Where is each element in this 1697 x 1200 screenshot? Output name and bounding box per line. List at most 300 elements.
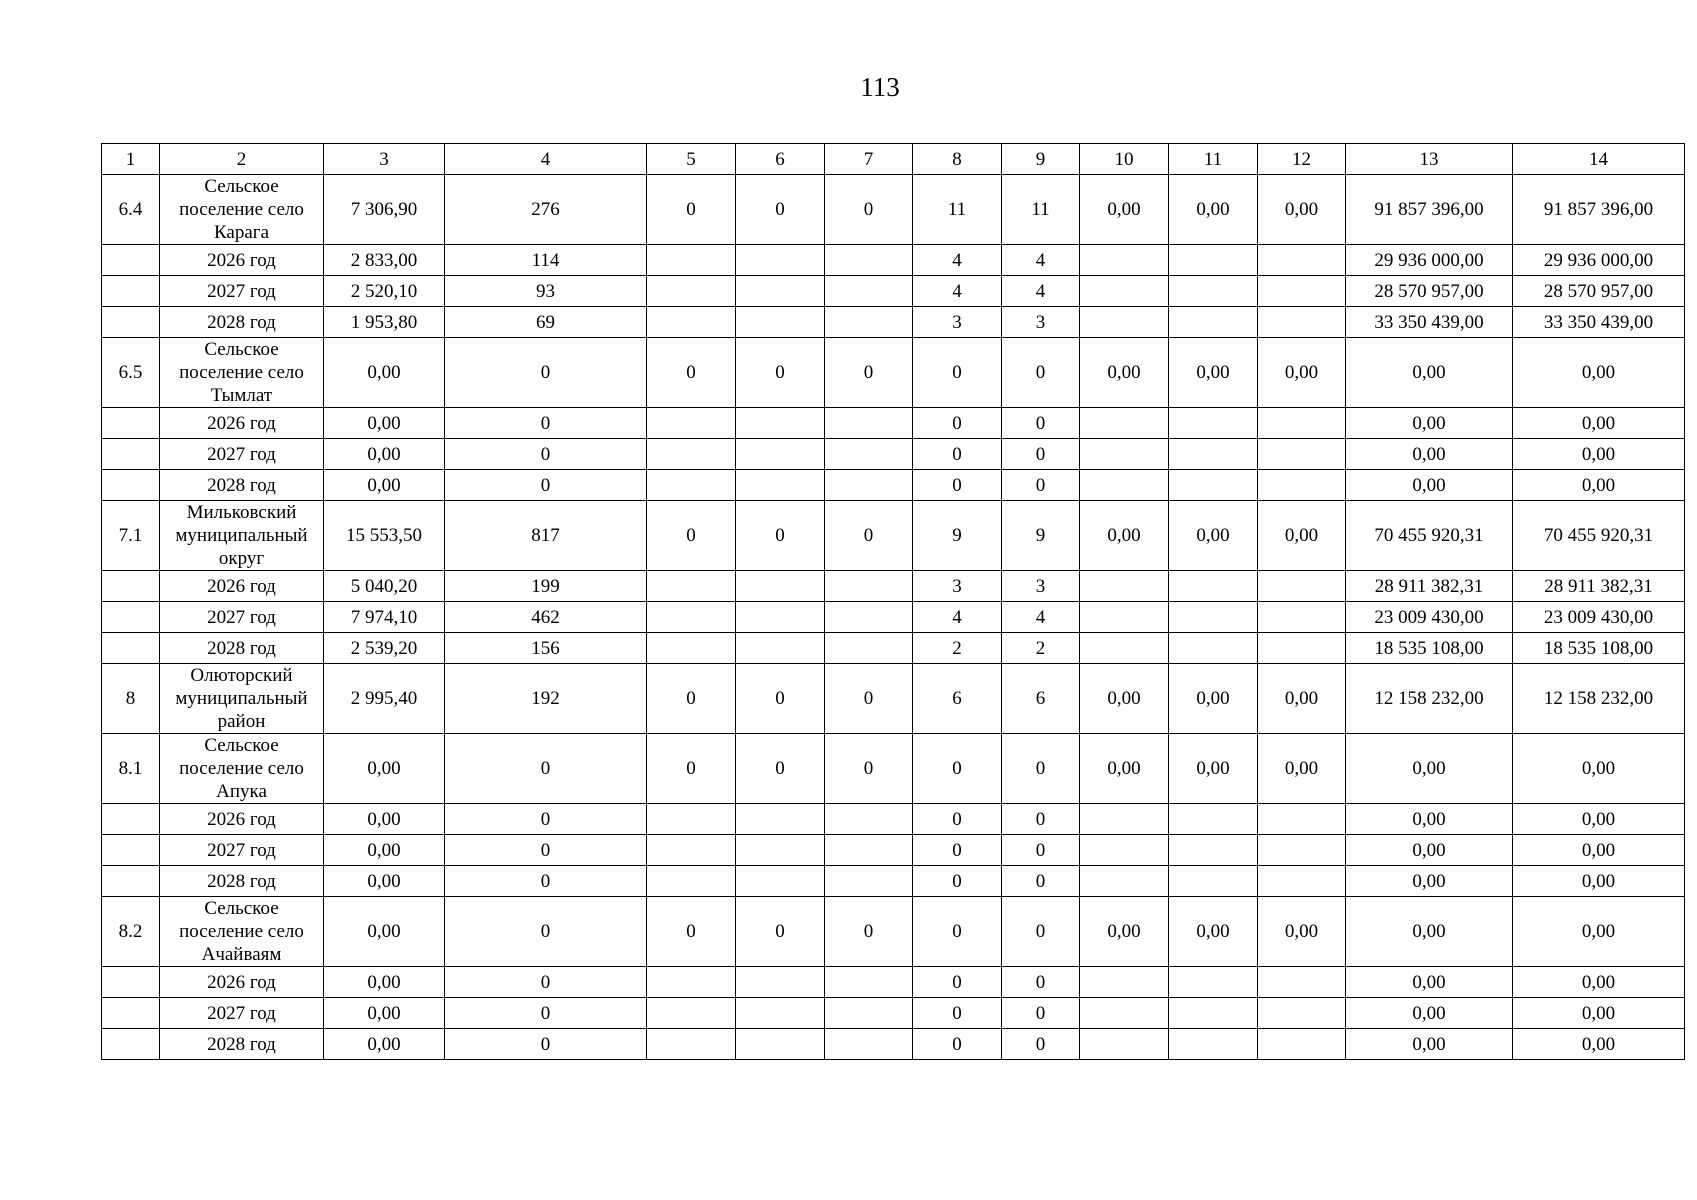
value-cell xyxy=(736,998,825,1029)
value-cell xyxy=(825,804,913,835)
value-cell: 4 xyxy=(1002,602,1080,633)
row-number-cell xyxy=(102,276,160,307)
value-cell: 2 539,20 xyxy=(324,633,445,664)
value-cell: 0 xyxy=(445,338,647,408)
table-row-group xyxy=(102,897,1685,967)
value-cell: 0,00 xyxy=(1169,664,1258,734)
value-cell: 817 xyxy=(445,501,647,571)
value-cell: 0,00 xyxy=(1346,866,1513,897)
value-cell xyxy=(825,866,913,897)
value-cell: 0 xyxy=(647,734,736,804)
value-cell: 4 xyxy=(913,276,1002,307)
row-number-cell xyxy=(102,245,160,276)
row-name-cell: 2026 год xyxy=(160,804,324,835)
value-cell: 2 833,00 xyxy=(324,245,445,276)
row-number-cell xyxy=(102,408,160,439)
value-cell: 0 xyxy=(1002,338,1080,408)
table-row-year xyxy=(102,967,1685,998)
value-cell xyxy=(825,633,913,664)
value-cell: 0 xyxy=(445,866,647,897)
value-cell: 0,00 xyxy=(324,338,445,408)
value-cell xyxy=(825,1029,913,1060)
value-cell: 0 xyxy=(913,835,1002,866)
value-cell xyxy=(647,835,736,866)
page-number: 113 xyxy=(860,72,900,102)
value-cell: 0 xyxy=(445,804,647,835)
value-cell: 0,00 xyxy=(1346,804,1513,835)
value-cell xyxy=(1080,804,1169,835)
value-cell: 12 158 232,00 xyxy=(1513,664,1685,734)
value-cell xyxy=(736,804,825,835)
value-cell: 7 974,10 xyxy=(324,602,445,633)
value-cell: 0 xyxy=(913,967,1002,998)
value-cell xyxy=(1080,967,1169,998)
value-cell xyxy=(647,866,736,897)
value-cell: 4 xyxy=(1002,245,1080,276)
row-name-cell: 2027 год xyxy=(160,602,324,633)
value-cell: 0 xyxy=(445,734,647,804)
value-cell: 0,00 xyxy=(1258,338,1346,408)
value-cell: 3 xyxy=(1002,307,1080,338)
value-cell: 0 xyxy=(825,501,913,571)
table-row-year xyxy=(102,408,1685,439)
table-row-year xyxy=(102,439,1685,470)
value-cell: 0 xyxy=(913,998,1002,1029)
value-cell: 6 xyxy=(913,664,1002,734)
value-cell: 2 xyxy=(1002,633,1080,664)
value-cell: 0,00 xyxy=(324,439,445,470)
row-name-cell: 2027 год xyxy=(160,998,324,1029)
value-cell xyxy=(647,307,736,338)
value-cell xyxy=(1258,835,1346,866)
value-cell xyxy=(736,1029,825,1060)
value-cell: 0,00 xyxy=(1169,175,1258,245)
value-cell xyxy=(1080,276,1169,307)
value-cell: 0 xyxy=(445,439,647,470)
row-number-cell xyxy=(102,967,160,998)
value-cell: 0,00 xyxy=(1169,897,1258,967)
value-cell: 4 xyxy=(913,602,1002,633)
value-cell: 0,00 xyxy=(324,967,445,998)
value-cell xyxy=(1258,804,1346,835)
value-cell: 0,00 xyxy=(1258,175,1346,245)
value-cell: 0,00 xyxy=(1513,804,1685,835)
value-cell xyxy=(1169,307,1258,338)
row-number-cell xyxy=(102,307,160,338)
row-name-cell: 2026 год xyxy=(160,967,324,998)
value-cell: 0,00 xyxy=(1346,835,1513,866)
value-cell xyxy=(825,835,913,866)
value-cell: 0,00 xyxy=(1169,338,1258,408)
value-cell: 0,00 xyxy=(1346,967,1513,998)
table-row-year xyxy=(102,602,1685,633)
row-name-cell: 2028 год xyxy=(160,470,324,501)
value-cell: 70 455 920,31 xyxy=(1513,501,1685,571)
value-cell: 29 936 000,00 xyxy=(1513,245,1685,276)
value-cell: 0,00 xyxy=(1080,501,1169,571)
value-cell xyxy=(825,439,913,470)
value-cell: 0 xyxy=(736,338,825,408)
value-cell: 0 xyxy=(1002,408,1080,439)
table-row-year xyxy=(102,571,1685,602)
value-cell xyxy=(736,439,825,470)
value-cell: 0 xyxy=(1002,897,1080,967)
value-cell: 0 xyxy=(1002,835,1080,866)
value-cell xyxy=(825,276,913,307)
value-cell xyxy=(1258,470,1346,501)
value-cell xyxy=(1169,835,1258,866)
value-cell: 0 xyxy=(1002,470,1080,501)
value-cell xyxy=(1169,439,1258,470)
value-cell: 0,00 xyxy=(324,408,445,439)
value-cell: 0,00 xyxy=(1513,338,1685,408)
value-cell: 199 xyxy=(445,571,647,602)
table-row-year xyxy=(102,307,1685,338)
value-cell: 0 xyxy=(647,664,736,734)
value-cell: 0 xyxy=(445,998,647,1029)
value-cell: 0 xyxy=(445,967,647,998)
value-cell: 0 xyxy=(445,470,647,501)
value-cell: 462 xyxy=(445,602,647,633)
value-cell: 0,00 xyxy=(1258,664,1346,734)
row-number-cell xyxy=(102,602,160,633)
row-number-cell xyxy=(102,439,160,470)
table-row-group xyxy=(102,664,1685,734)
value-cell: 18 535 108,00 xyxy=(1513,633,1685,664)
row-number-cell: 8 xyxy=(102,664,160,734)
value-cell: 0 xyxy=(913,439,1002,470)
data-table xyxy=(101,143,1685,1060)
value-cell: 0,00 xyxy=(1080,175,1169,245)
row-name-cell: Сельское поселение село Апука xyxy=(160,734,324,804)
value-cell xyxy=(1258,307,1346,338)
value-cell xyxy=(647,408,736,439)
value-cell xyxy=(736,408,825,439)
value-cell xyxy=(647,967,736,998)
value-cell xyxy=(1080,245,1169,276)
value-cell xyxy=(1258,571,1346,602)
table-row-group xyxy=(102,175,1685,245)
value-cell xyxy=(736,276,825,307)
row-name-cell: 2028 год xyxy=(160,307,324,338)
value-cell: 0,00 xyxy=(1080,734,1169,804)
value-cell: 0 xyxy=(647,897,736,967)
value-cell xyxy=(647,571,736,602)
value-cell: 0 xyxy=(913,734,1002,804)
column-number-header: 5 xyxy=(647,144,736,175)
value-cell xyxy=(1080,1029,1169,1060)
table-row-year xyxy=(102,633,1685,664)
value-cell xyxy=(1080,571,1169,602)
value-cell xyxy=(825,571,913,602)
column-number-header: 10 xyxy=(1080,144,1169,175)
value-cell: 28 911 382,31 xyxy=(1513,571,1685,602)
row-number-cell: 7.1 xyxy=(102,501,160,571)
value-cell xyxy=(1169,276,1258,307)
row-name-cell: 2026 год xyxy=(160,245,324,276)
column-number-header: 2 xyxy=(160,144,324,175)
value-cell xyxy=(1169,967,1258,998)
value-cell: 0,00 xyxy=(1513,734,1685,804)
value-cell: 0 xyxy=(736,664,825,734)
row-name-cell: Олюторский муниципальный район xyxy=(160,664,324,734)
value-cell: 0,00 xyxy=(1346,1029,1513,1060)
row-name-cell: 2027 год xyxy=(160,276,324,307)
value-cell xyxy=(647,439,736,470)
value-cell: 33 350 439,00 xyxy=(1513,307,1685,338)
value-cell xyxy=(736,835,825,866)
value-cell: 0,00 xyxy=(1169,734,1258,804)
value-cell xyxy=(1169,804,1258,835)
value-cell: 28 570 957,00 xyxy=(1346,276,1513,307)
value-cell: 0,00 xyxy=(1513,439,1685,470)
value-cell: 0,00 xyxy=(1258,501,1346,571)
value-cell: 0 xyxy=(647,175,736,245)
value-cell: 23 009 430,00 xyxy=(1346,602,1513,633)
value-cell: 0 xyxy=(913,408,1002,439)
row-name-cell: 2027 год xyxy=(160,835,324,866)
value-cell: 0,00 xyxy=(324,734,445,804)
value-cell: 0,00 xyxy=(1513,866,1685,897)
row-name-cell: 2028 год xyxy=(160,633,324,664)
value-cell: 0,00 xyxy=(1080,338,1169,408)
table-row-year xyxy=(102,245,1685,276)
value-cell: 0 xyxy=(825,734,913,804)
value-cell: 0 xyxy=(445,408,647,439)
value-cell: 0,00 xyxy=(324,470,445,501)
value-cell: 91 857 396,00 xyxy=(1513,175,1685,245)
value-cell: 0 xyxy=(913,804,1002,835)
value-cell: 0 xyxy=(1002,734,1080,804)
table-body xyxy=(102,175,1685,1060)
value-cell: 0 xyxy=(913,338,1002,408)
value-cell xyxy=(1258,439,1346,470)
value-cell: 0,00 xyxy=(1346,408,1513,439)
value-cell xyxy=(1258,408,1346,439)
value-cell xyxy=(1169,998,1258,1029)
row-number-cell: 8.2 xyxy=(102,897,160,967)
value-cell: 9 xyxy=(913,501,1002,571)
row-name-cell: Сельское поселение село Тымлат xyxy=(160,338,324,408)
value-cell xyxy=(825,307,913,338)
value-cell: 5 040,20 xyxy=(324,571,445,602)
value-cell: 0 xyxy=(1002,998,1080,1029)
value-cell: 2 xyxy=(913,633,1002,664)
value-cell xyxy=(1080,307,1169,338)
value-cell: 15 553,50 xyxy=(324,501,445,571)
row-number-cell xyxy=(102,571,160,602)
value-cell: 9 xyxy=(1002,501,1080,571)
value-cell: 0 xyxy=(825,338,913,408)
value-cell: 276 xyxy=(445,175,647,245)
value-cell xyxy=(1080,439,1169,470)
value-cell xyxy=(1258,866,1346,897)
column-number-header: 6 xyxy=(736,144,825,175)
value-cell xyxy=(1169,470,1258,501)
value-cell: 0,00 xyxy=(324,897,445,967)
table-row-group xyxy=(102,338,1685,408)
column-number-header: 14 xyxy=(1513,144,1685,175)
value-cell xyxy=(1258,245,1346,276)
value-cell: 0 xyxy=(736,734,825,804)
table-row-year xyxy=(102,998,1685,1029)
value-cell xyxy=(825,408,913,439)
value-cell xyxy=(647,470,736,501)
value-cell: 91 857 396,00 xyxy=(1346,175,1513,245)
value-cell: 3 xyxy=(913,571,1002,602)
value-cell xyxy=(647,998,736,1029)
value-cell xyxy=(736,245,825,276)
value-cell: 0,00 xyxy=(1513,408,1685,439)
value-cell xyxy=(825,998,913,1029)
value-cell: 0,00 xyxy=(1080,664,1169,734)
value-cell xyxy=(736,967,825,998)
value-cell: 29 936 000,00 xyxy=(1346,245,1513,276)
value-cell xyxy=(1258,633,1346,664)
row-number-cell xyxy=(102,1029,160,1060)
row-number-cell xyxy=(102,835,160,866)
value-cell: 0,00 xyxy=(324,1029,445,1060)
value-cell xyxy=(1080,408,1169,439)
value-cell: 0,00 xyxy=(1346,998,1513,1029)
value-cell xyxy=(736,307,825,338)
value-cell xyxy=(1080,633,1169,664)
value-cell xyxy=(1169,633,1258,664)
value-cell: 0,00 xyxy=(1258,734,1346,804)
value-cell xyxy=(1169,866,1258,897)
table-row-group xyxy=(102,501,1685,571)
value-cell: 93 xyxy=(445,276,647,307)
value-cell: 12 158 232,00 xyxy=(1346,664,1513,734)
value-cell: 4 xyxy=(913,245,1002,276)
row-name-cell: Мильковский муниципальный округ xyxy=(160,501,324,571)
value-cell: 0 xyxy=(913,470,1002,501)
value-cell: 0,00 xyxy=(1169,501,1258,571)
value-cell: 0,00 xyxy=(324,866,445,897)
column-number-header: 7 xyxy=(825,144,913,175)
value-cell: 70 455 920,31 xyxy=(1346,501,1513,571)
value-cell xyxy=(647,245,736,276)
value-cell xyxy=(1258,967,1346,998)
value-cell: 0 xyxy=(825,175,913,245)
value-cell xyxy=(1258,602,1346,633)
value-cell: 0 xyxy=(1002,967,1080,998)
row-name-cell: 2026 год xyxy=(160,408,324,439)
row-number-cell xyxy=(102,866,160,897)
value-cell: 0,00 xyxy=(1080,897,1169,967)
value-cell xyxy=(647,1029,736,1060)
row-number-cell xyxy=(102,998,160,1029)
column-number-header: 13 xyxy=(1346,144,1513,175)
column-number-header: 1 xyxy=(102,144,160,175)
value-cell xyxy=(825,602,913,633)
value-cell xyxy=(736,602,825,633)
value-cell: 3 xyxy=(913,307,1002,338)
value-cell xyxy=(736,470,825,501)
value-cell: 0 xyxy=(736,175,825,245)
value-cell xyxy=(647,633,736,664)
row-number-cell xyxy=(102,470,160,501)
table-row-year xyxy=(102,470,1685,501)
value-cell: 0,00 xyxy=(1513,835,1685,866)
value-cell: 0 xyxy=(1002,804,1080,835)
value-cell xyxy=(1080,998,1169,1029)
value-cell: 11 xyxy=(1002,175,1080,245)
value-cell: 0 xyxy=(736,501,825,571)
value-cell: 28 570 957,00 xyxy=(1513,276,1685,307)
column-number-header: 4 xyxy=(445,144,647,175)
value-cell xyxy=(1080,835,1169,866)
value-cell: 192 xyxy=(445,664,647,734)
row-number-cell: 6.5 xyxy=(102,338,160,408)
table-row-year xyxy=(102,866,1685,897)
value-cell: 0 xyxy=(825,664,913,734)
value-cell: 0,00 xyxy=(1346,897,1513,967)
value-cell: 0,00 xyxy=(1513,998,1685,1029)
row-number-cell xyxy=(102,804,160,835)
value-cell xyxy=(1169,408,1258,439)
value-cell: 0,00 xyxy=(1346,734,1513,804)
value-cell: 0 xyxy=(736,897,825,967)
value-cell: 0,00 xyxy=(324,804,445,835)
row-name-cell: Сельское поселение село Карага xyxy=(160,175,324,245)
row-number-cell xyxy=(102,633,160,664)
value-cell: 114 xyxy=(445,245,647,276)
value-cell xyxy=(647,804,736,835)
value-cell: 1 953,80 xyxy=(324,307,445,338)
value-cell: 0,00 xyxy=(1513,967,1685,998)
value-cell: 0,00 xyxy=(1346,439,1513,470)
column-number-header: 12 xyxy=(1258,144,1346,175)
value-cell: 0 xyxy=(1002,866,1080,897)
value-cell: 0 xyxy=(647,501,736,571)
value-cell: 28 911 382,31 xyxy=(1346,571,1513,602)
value-cell xyxy=(1169,245,1258,276)
value-cell xyxy=(1169,1029,1258,1060)
value-cell: 69 xyxy=(445,307,647,338)
value-cell xyxy=(736,633,825,664)
row-name-cell: 2028 год xyxy=(160,1029,324,1060)
row-name-cell: 2028 год xyxy=(160,866,324,897)
row-name-cell: 2026 год xyxy=(160,571,324,602)
value-cell: 33 350 439,00 xyxy=(1346,307,1513,338)
row-number-cell: 8.1 xyxy=(102,734,160,804)
value-cell xyxy=(736,866,825,897)
value-cell: 0 xyxy=(647,338,736,408)
value-cell xyxy=(825,967,913,998)
table-row-year xyxy=(102,1029,1685,1060)
value-cell: 156 xyxy=(445,633,647,664)
value-cell: 7 306,90 xyxy=(324,175,445,245)
value-cell: 0,00 xyxy=(324,998,445,1029)
row-name-cell: Сельское поселение село Ачайваям xyxy=(160,897,324,967)
value-cell xyxy=(736,571,825,602)
value-cell: 0 xyxy=(825,897,913,967)
value-cell: 0,00 xyxy=(1346,470,1513,501)
column-number-header: 11 xyxy=(1169,144,1258,175)
value-cell xyxy=(1080,866,1169,897)
column-number-header: 9 xyxy=(1002,144,1080,175)
value-cell xyxy=(825,245,913,276)
value-cell: 0 xyxy=(445,897,647,967)
value-cell xyxy=(1258,998,1346,1029)
value-cell: 3 xyxy=(1002,571,1080,602)
table-row-year xyxy=(102,276,1685,307)
value-cell: 0 xyxy=(913,1029,1002,1060)
value-cell: 0,00 xyxy=(1513,1029,1685,1060)
value-cell xyxy=(825,470,913,501)
row-name-cell: 2027 год xyxy=(160,439,324,470)
